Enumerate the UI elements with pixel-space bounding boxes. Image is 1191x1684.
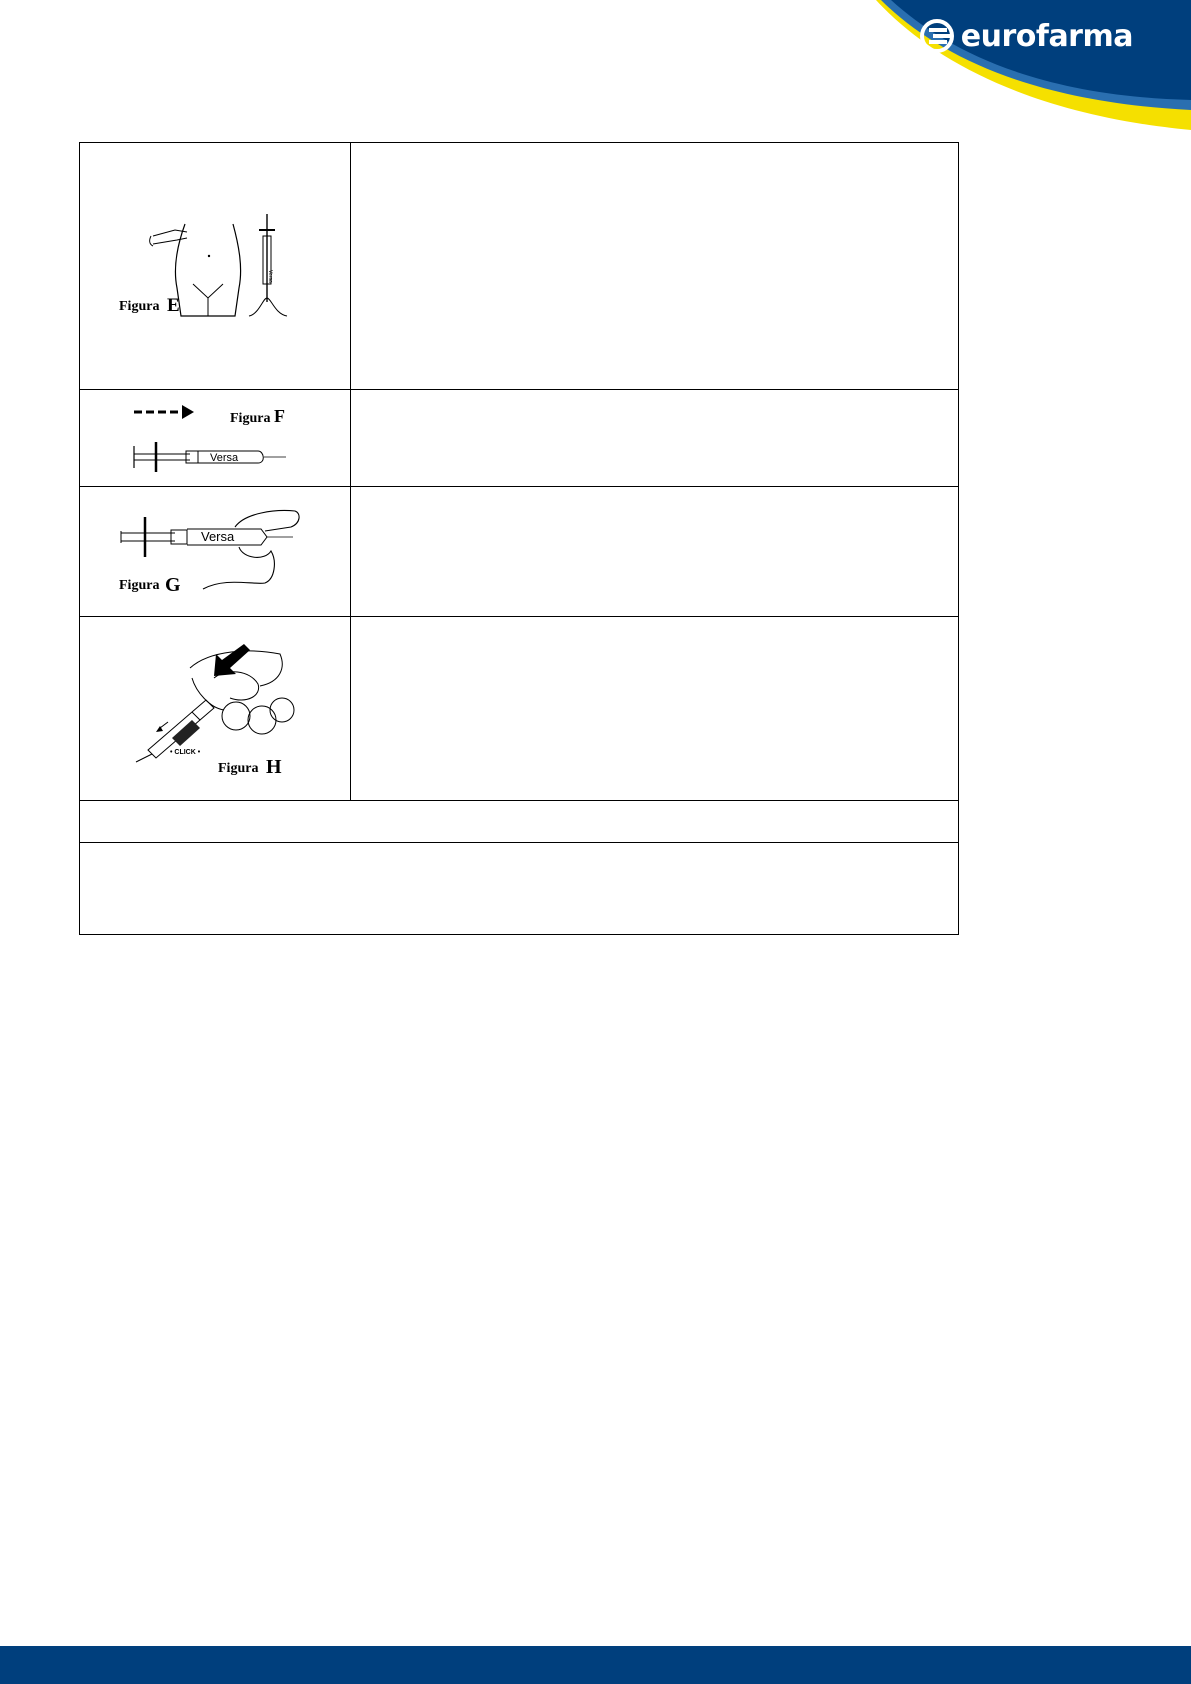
table-row	[80, 842, 959, 934]
figure-h-label: Figura	[218, 761, 259, 777]
figure-f-cell	[80, 390, 351, 487]
figure-e-letter: E	[167, 295, 180, 317]
full-width-cell	[80, 842, 959, 934]
figure-e-illustration	[115, 206, 315, 326]
figure-g-label: Figura	[119, 578, 160, 594]
instruction-text-cell	[351, 390, 959, 487]
figure-g-illustration	[115, 503, 315, 599]
table-row	[80, 616, 959, 800]
figure-g-cell	[80, 487, 351, 616]
figure-h-click-text: • CLICK •	[170, 749, 201, 757]
figure-g-syringe-text: Versa	[201, 529, 235, 545]
figure-f-letter: F	[274, 406, 285, 427]
figure-f-label: Figura	[230, 411, 271, 427]
globe-icon	[919, 18, 955, 54]
table-row	[80, 800, 959, 842]
table-row	[80, 487, 959, 616]
instruction-text-cell	[351, 143, 959, 390]
figure-h-letter: H	[266, 756, 282, 779]
figure-g-letter: G	[165, 574, 181, 597]
table-row	[80, 143, 959, 390]
figure-f-illustration	[130, 398, 300, 478]
full-width-cell	[80, 800, 959, 842]
figure-e-label: Figura	[119, 299, 160, 315]
table-row	[80, 390, 959, 487]
figure-f-syringe-text: Versa	[210, 452, 239, 465]
instructions-table	[79, 142, 959, 935]
figure-h-illustration	[130, 638, 300, 778]
instruction-text-cell	[351, 487, 959, 616]
footer-band	[0, 1646, 1191, 1684]
logo-text: eurofarma	[960, 18, 1133, 54]
svg-text:Versa: Versa	[267, 270, 273, 283]
instruction-text-cell	[351, 616, 959, 800]
eurofarma-logo	[919, 18, 1133, 54]
figure-e-cell	[80, 143, 351, 390]
figure-h-cell	[80, 616, 351, 800]
